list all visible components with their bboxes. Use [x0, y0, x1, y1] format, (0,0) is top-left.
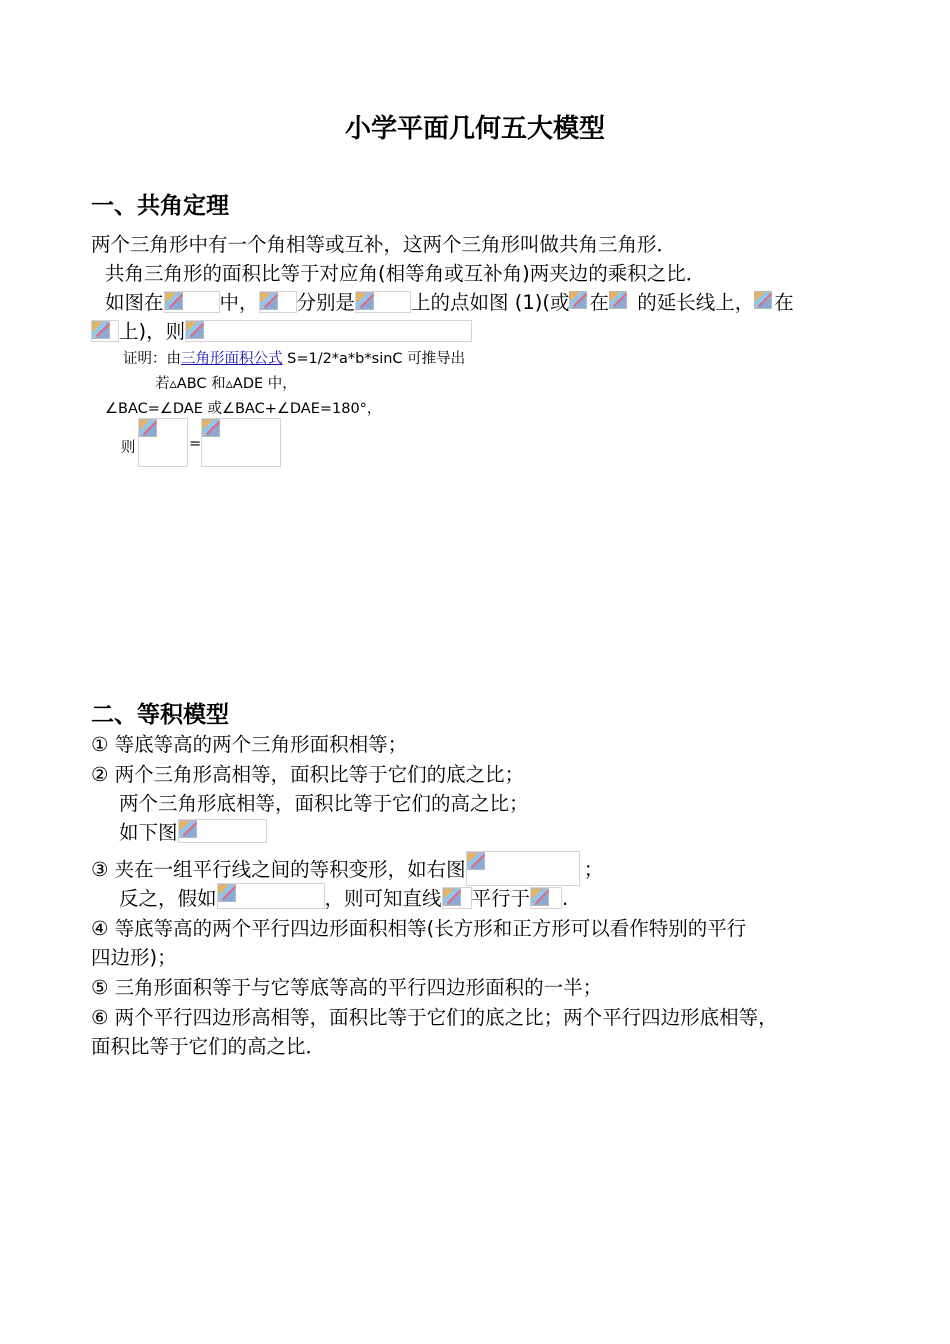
list-item: 两个三角形底相等，面积比等于它们的高之比；: [119, 792, 529, 815]
text-span: 的延长线上，: [631, 291, 755, 314]
broken-image-icon: [443, 888, 461, 906]
broken-image-icon: [609, 291, 627, 309]
broken-image-icon: [165, 292, 183, 310]
text-span: 在: [589, 291, 609, 314]
list-item: [119, 883, 568, 911]
text-span: 如图在: [105, 291, 164, 314]
broken-image-frame: [138, 418, 188, 467]
paragraph: 共角三角形的面积比等于对应角(相等角或互补角)两夹边的乘积之比．: [105, 262, 706, 285]
area-formula-link[interactable]: 三角形面积公式: [181, 351, 283, 367]
list-item: ① 等底等高的两个三角形面积相等；: [91, 733, 408, 756]
broken-image: [259, 291, 297, 313]
list-item: ④ 等底等高的两个平行四边形面积相等(长方形和正方形可以看作特别的平行: [91, 917, 747, 940]
broken-image: [609, 291, 631, 313]
broken-image: [754, 291, 774, 313]
broken-image-icon: [356, 292, 374, 310]
page-title: 小学平面几何五大模型: [344, 114, 605, 144]
text-span: ③ 夹在一组平行线之间的等积变形，如右图: [91, 858, 466, 881]
list-item: 四边形)；: [91, 946, 177, 969]
text-span: S=1/2*a*b*sinC 可推导出: [282, 351, 466, 367]
list-item: [119, 817, 267, 845]
broken-image: [355, 291, 411, 313]
proof-line: [123, 347, 465, 368]
text-span: 反之，假如: [119, 887, 217, 910]
broken-image-icon: [260, 292, 278, 310]
broken-image-icon: [92, 321, 110, 339]
text-span: 上)，则: [119, 320, 186, 343]
text-span: ，则可知直线: [324, 887, 442, 910]
text-span: 上的点如图 (1)(或: [411, 291, 570, 314]
broken-image-icon: [202, 419, 220, 437]
broken-image-icon: [139, 419, 157, 437]
list-item: 面积比等于它们的高之比．: [91, 1035, 326, 1058]
paragraph: 两个三角形中有一个角相等或互补，这两个三角形叫做共角三角形．: [91, 233, 677, 256]
broken-image: [91, 320, 119, 342]
proof-line: ∠BAC=∠DAE 或∠BAC+∠DAE=180°，: [105, 401, 382, 417]
broken-image-frame: [201, 418, 281, 467]
broken-image-icon: [179, 820, 197, 838]
text-span: ；: [583, 858, 604, 881]
equals-sign: =: [189, 436, 202, 452]
text-span: 在: [774, 291, 794, 314]
text-span: 平行于: [471, 887, 531, 910]
broken-image: [466, 851, 580, 886]
section-heading-equal-area: 二、等积模型: [91, 702, 229, 728]
broken-image: [201, 418, 281, 467]
broken-image: [442, 887, 472, 909]
text-span: 如下图: [119, 821, 178, 844]
broken-image-icon: [754, 291, 772, 309]
broken-image: [164, 291, 220, 313]
broken-image: [138, 418, 188, 467]
list-item: ⑤ 三角形面积等于与它等底等高的平行四边形面积的一半；: [91, 976, 603, 999]
broken-image: [178, 819, 267, 843]
text-span: 中，: [219, 291, 259, 314]
text-span: 分别是: [296, 291, 356, 314]
broken-image: [569, 291, 589, 313]
text-span: .: [562, 887, 569, 910]
paragraph: [91, 316, 472, 344]
broken-image-icon: [467, 852, 485, 870]
broken-image-icon: [218, 884, 236, 902]
broken-image-icon: [186, 321, 204, 339]
broken-image-icon: [531, 888, 549, 906]
list-item: [91, 851, 603, 886]
list-item: ⑥ 两个平行四边形高相等，面积比等于它们的底之比；两个平行四边形底相等，: [91, 1006, 778, 1029]
broken-image-icon: [569, 291, 587, 309]
paragraph: [105, 287, 794, 315]
broken-image: [185, 320, 472, 342]
proof-then: 则: [121, 440, 136, 456]
broken-image: [530, 887, 562, 909]
list-item: ② 两个三角形高相等，面积比等于它们的底之比；: [91, 763, 525, 786]
broken-image: [217, 883, 325, 909]
proof-line: 若▵ABC 和▵ADE 中，: [155, 376, 297, 392]
section-heading-shared-angle: 一、共角定理: [91, 193, 229, 219]
text-span: 证明：由: [123, 351, 181, 367]
